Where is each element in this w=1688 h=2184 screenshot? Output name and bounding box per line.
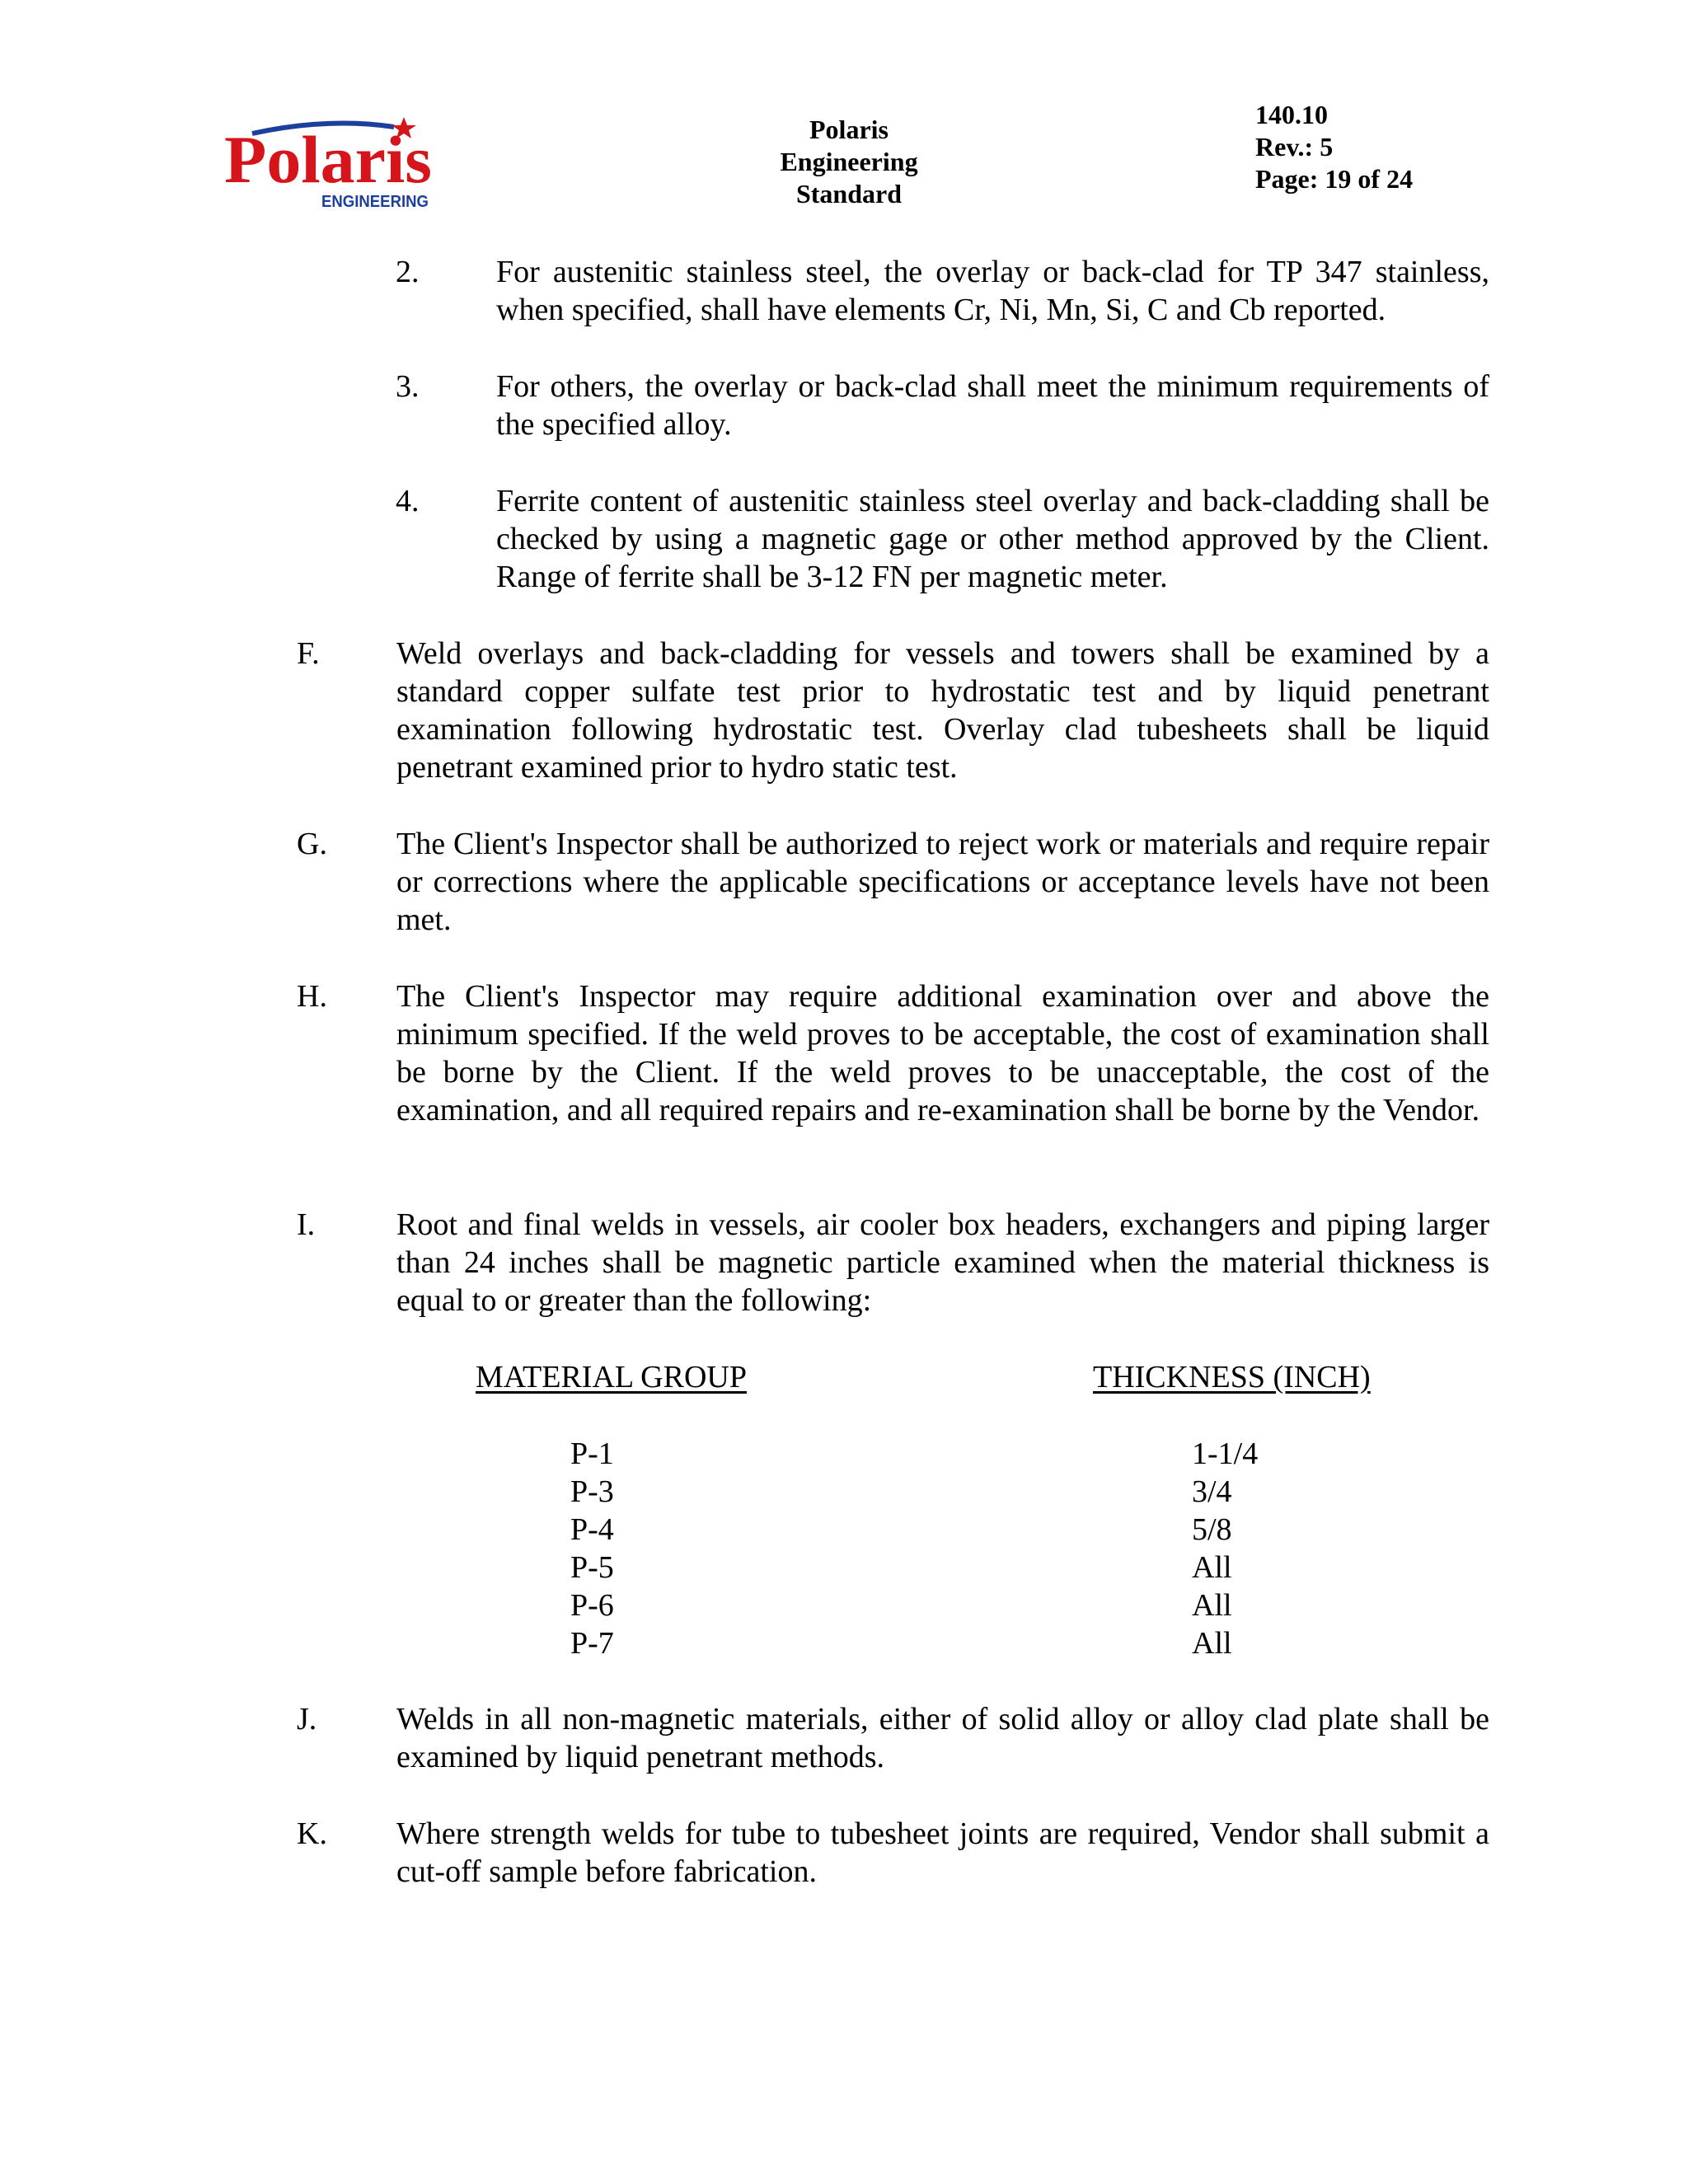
table-cell-material: P-1: [570, 1436, 614, 1471]
table-cell-material: P-6: [570, 1588, 614, 1623]
table-cell-thickness: 3/4: [1192, 1474, 1232, 1509]
title-line: Standard: [795, 179, 903, 209]
item-marker: I.: [297, 1207, 316, 1242]
sub-item-text: For austenitic stainless steel, the overlay or back-clad for TP 347 stainless, when specified, shall have elements Cr, Ni, Mn, Si, C and Cb reported.: [496, 255, 1489, 327]
table-header-thickness: THICKNESS (INCH): [1093, 1360, 1371, 1394]
table-cell-material: P-4: [570, 1512, 614, 1547]
table-cell-thickness: All: [1192, 1588, 1232, 1623]
item-marker: H.: [297, 979, 327, 1014]
item-marker: G.: [297, 827, 327, 861]
table-cell-thickness: All: [1192, 1550, 1232, 1585]
item-marker: K.: [297, 1816, 327, 1851]
table-header-material-group: MATERIAL GROUP: [476, 1360, 747, 1394]
table-cell-material: P-3: [570, 1474, 614, 1509]
table-cell-thickness: 1-1/4: [1192, 1436, 1259, 1471]
table-cell-thickness: 5/8: [1192, 1512, 1232, 1547]
item-marker: F.: [297, 636, 320, 671]
sub-item-marker: 4.: [396, 484, 420, 518]
page-number: Page: 19 of 24: [1255, 164, 1414, 194]
item-text: Where strength welds for tube to tubesheet joints are required, Vendor shall submit a cut-off sample before fabrication.: [396, 1816, 1489, 1889]
item-text: Welds in all non-magnetic materials, either of solid alloy or alloy clad plate shall be examined by liquid penetrant methods.: [396, 1702, 1489, 1774]
table-cell-material: P-7: [570, 1626, 614, 1661]
sub-item-text: Ferrite content of austenitic stainless steel overlay and back-cladding shall be checked by using a magnetic gage or other method approved by the Client. Range of ferrite shall be 3-12 FN per magnetic meter.: [496, 484, 1489, 594]
sub-item-marker: 3.: [396, 369, 420, 404]
title-line: Polaris: [809, 115, 889, 144]
item-text: Weld overlays and back-cladding for vessels and towers shall be examined by a standard copper sulfate test prior to hydrostatic test and by liquid penetrant examination following hydrostatic test. Overlay clad tubesheets shall be liquid penetrant examined prior to hydro static test.: [396, 636, 1489, 785]
standard-title: [725, 114, 973, 210]
table-cell-thickness: All: [1192, 1626, 1232, 1661]
sub-item-text: For others, the overlay or back-clad shall meet the minimum requirements of the specified alloy.: [496, 369, 1489, 442]
polaris-logo-graphic: [221, 114, 435, 213]
svg-text:Polaris: Polaris: [224, 122, 432, 197]
svg-text:ENGINEERING: ENGINEERING: [321, 193, 429, 211]
sub-item-marker: 2.: [396, 255, 420, 289]
doc-number: 140.10: [1255, 100, 1328, 129]
title-line: Engineering: [780, 147, 918, 176]
document-info: [1255, 99, 1503, 195]
item-text: The Client's Inspector shall be authorized to reject work or materials and require repair or corrections where the applicable specifications or acceptance levels have not been met.: [396, 827, 1489, 937]
table-cell-material: P-5: [570, 1550, 614, 1585]
item-marker: J.: [297, 1702, 317, 1736]
revision: Rev.: 5: [1255, 132, 1334, 162]
item-text: The Client's Inspector may require additional examination over and above the minimum specified. If the weld proves to be acceptable, the cost of examination shall be borne by the Client. If the weld proves to be unacceptable, the cost of the examination, and all required repairs and re-examination shall be borne by the Vendor.: [396, 979, 1489, 1127]
polaris-logo: [221, 114, 435, 213]
item-text: Root and final welds in vessels, air cooler box headers, exchangers and piping larger than 24 inches shall be magnetic particle examined when the material thickness is equal to or greater than the following:: [396, 1207, 1489, 1318]
